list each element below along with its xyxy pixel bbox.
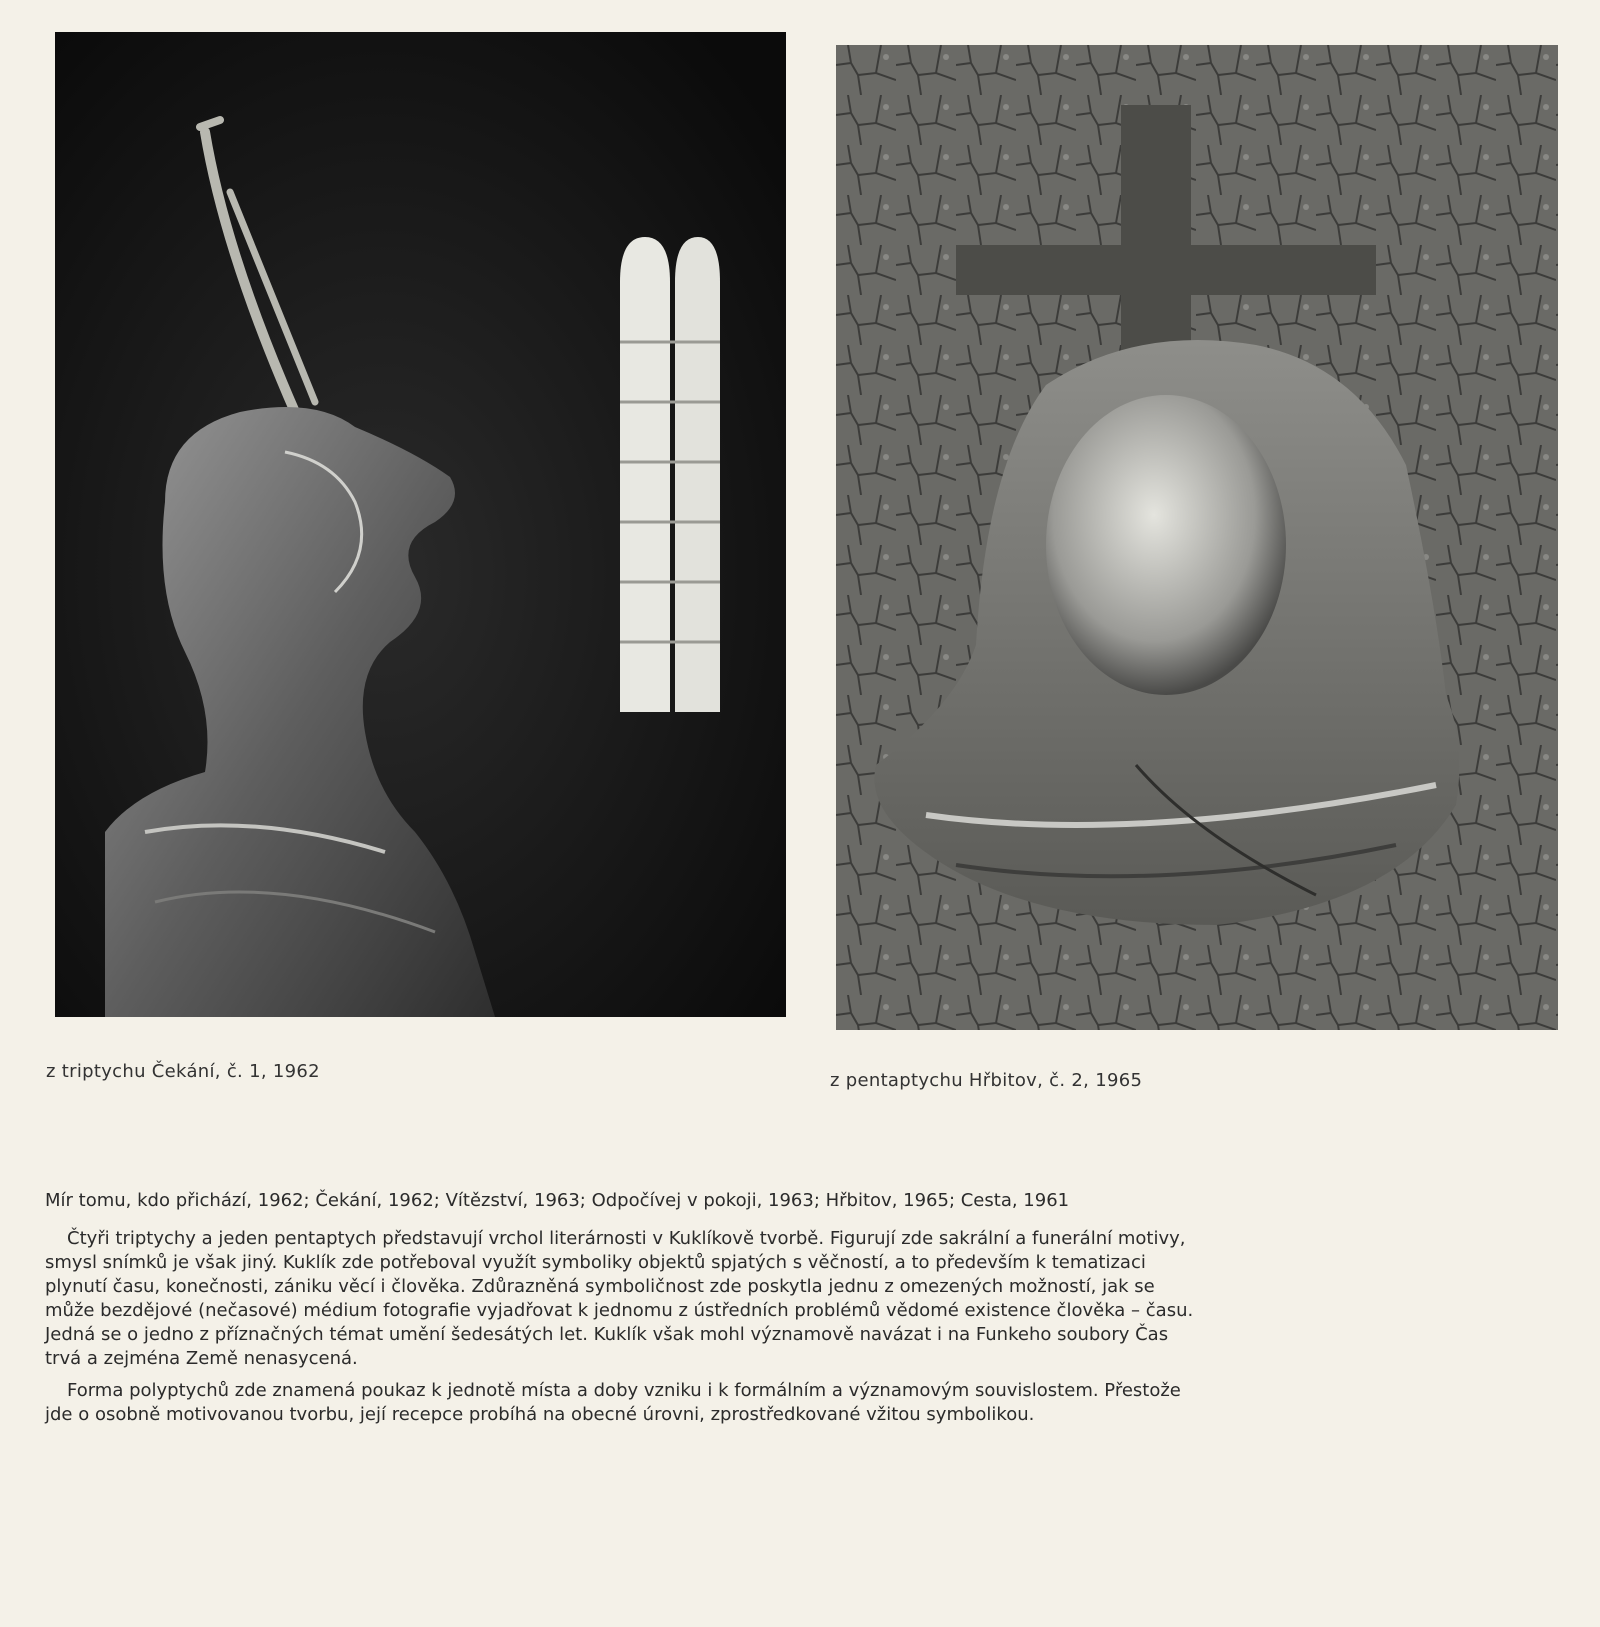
body-text (45, 1189, 1195, 1435)
photo-waiting-triptych (55, 32, 786, 1017)
caption-right: z pentaptychu Hřbitov, č. 2, 1965 (830, 1070, 1143, 1091)
wrapped-figure-photo (55, 32, 786, 1017)
photo-cemetery-pentaptych (836, 45, 1558, 1030)
paragraph-2: Forma polyptychů zde znamená poukaz k jednotě místa a doby vzniku i k formálním a významovým souvislostem. Přestože jde o osobně motivovanou tvorbu, její recepce probíhá na obecné úrovni, zprostředkované vžitou symbolikou. (45, 1380, 1181, 1425)
veiled-relief-photo (836, 45, 1558, 1030)
work-titles: Mír tomu, kdo přichází, 1962; Čekání, 1962; Vítězství, 1963; Odpočívej v pokoji, 1963; Hřbitov, 1965; Cesta, 1961 (45, 1190, 1070, 1211)
paragraph-1: Čtyři triptychy a jeden pentaptych představují vrchol literárnosti v Kuklíkově tvorbě. Figurují zde sakrální a funerální motivy, smysl snímků je však jiný. Kuklík zde potřeboval využít symboliky objektů spjatých s věčností, a to především k tematizaci plynutí času, konečnosti, zániku věcí i člověka. Zdůrazněná symboličnost zde poskytla jednu z omezených možností, jak se může bezdějové (nečasové) médium fotografie vyjadřovat k jednomu z ústředních problémů vědomé existence člověka – času. Jedná se o jedno z příznačných témat umění šedesátých let. Kuklík však mohl významově navázat i na Funkeho soubory Čas trvá a zejména Země nenasycená. (45, 1228, 1194, 1369)
gothic-window (620, 237, 720, 712)
caption-left: z triptychu Čekání, č. 1, 1962 (46, 1061, 320, 1082)
